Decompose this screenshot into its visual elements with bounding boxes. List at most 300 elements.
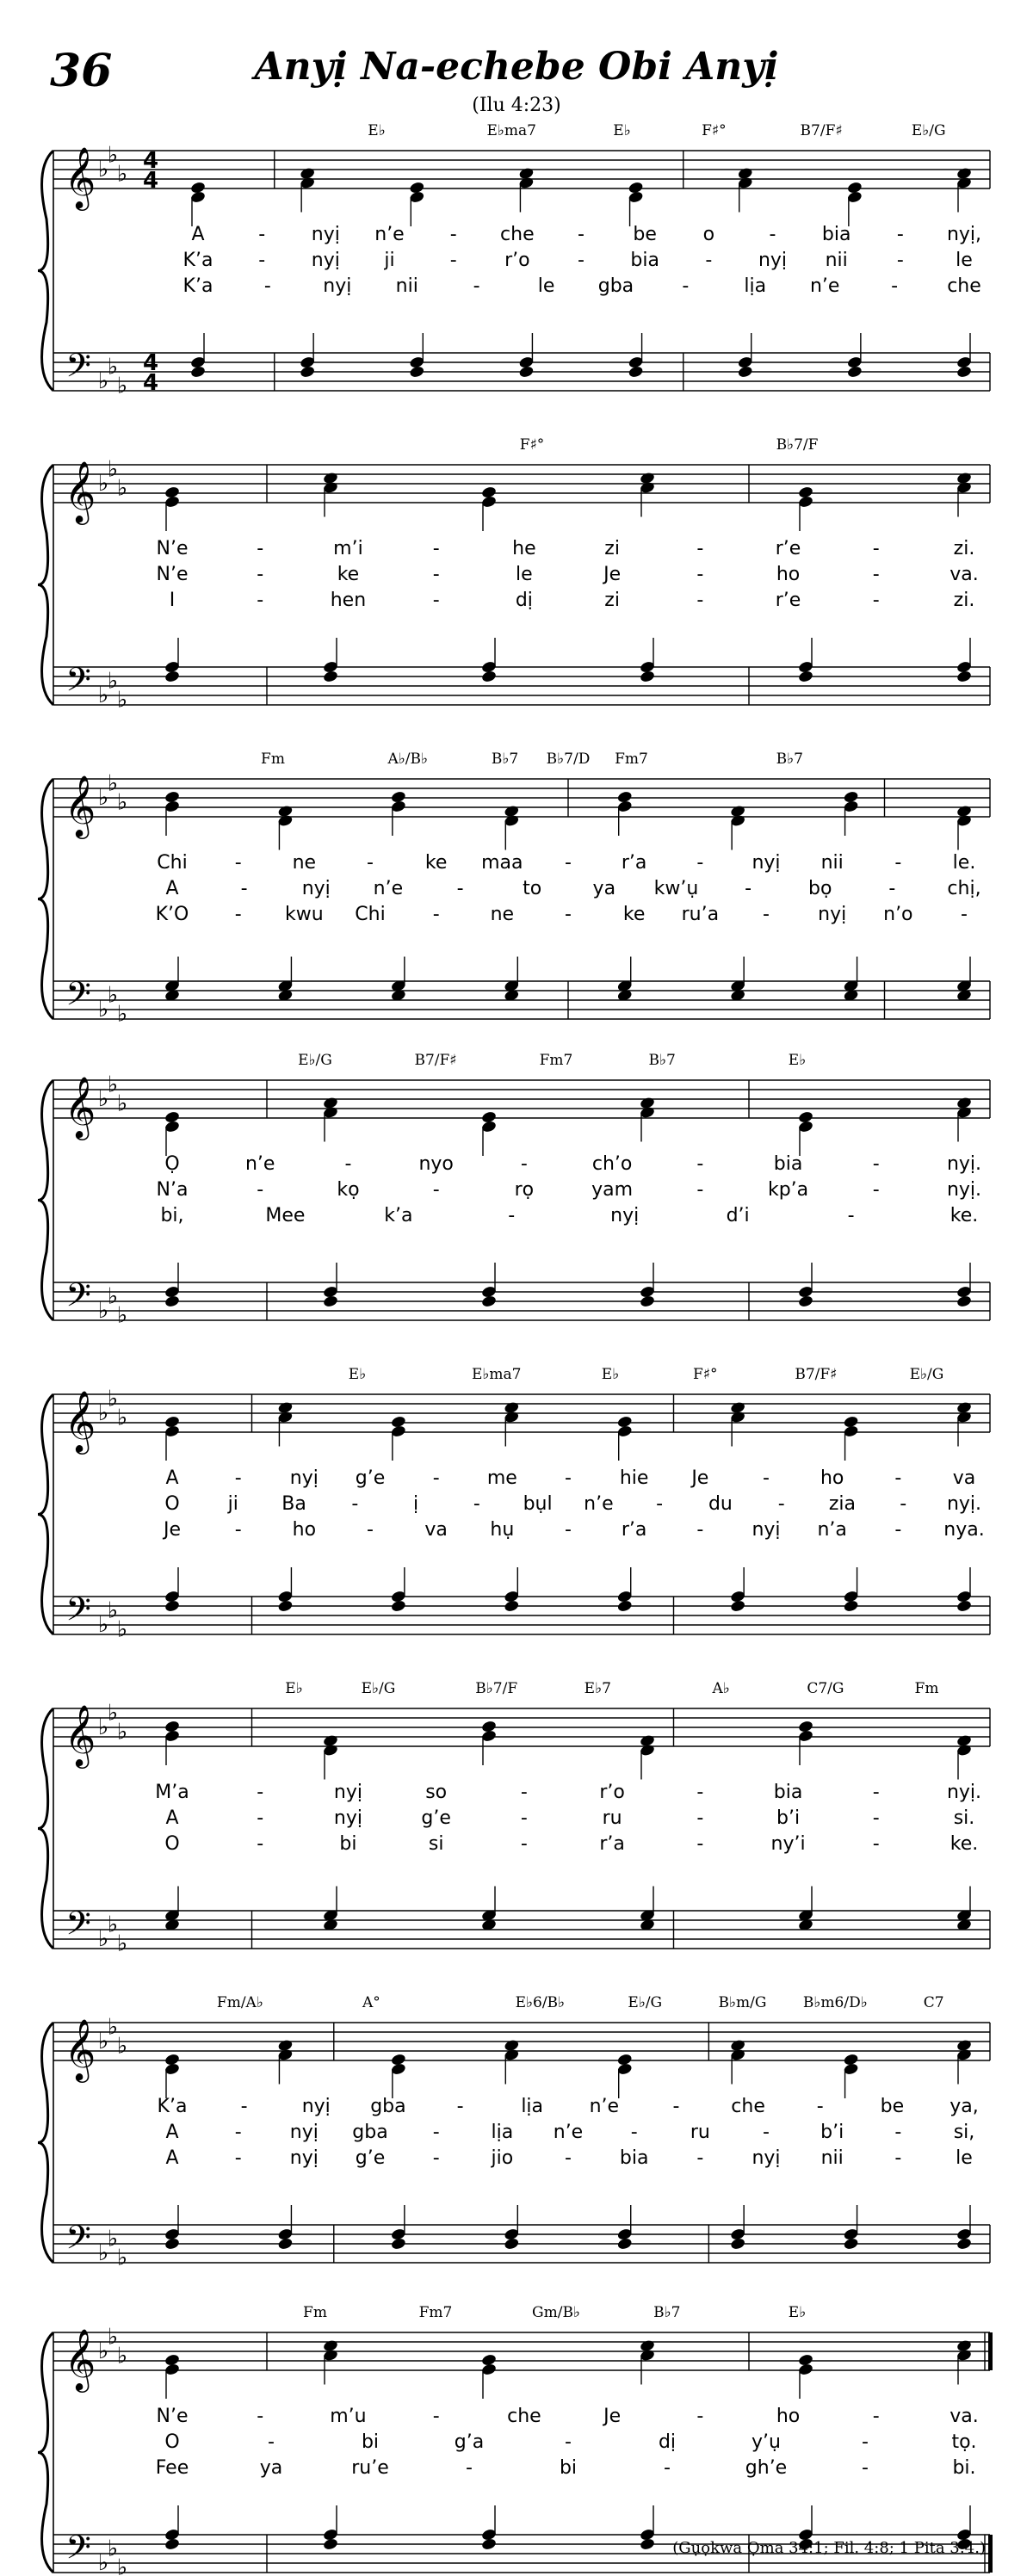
- key-flat: ♭: [116, 1302, 128, 1329]
- lyric-syllable: A: [165, 2122, 179, 2143]
- lyric-hyphen: -: [367, 1519, 374, 1541]
- treble-note: [504, 1401, 520, 1415]
- lyric-syllable: nyo: [418, 1153, 454, 1175]
- treble-note: [956, 1401, 973, 1415]
- lyric-hyphen: -: [432, 564, 440, 585]
- treble-clef: 𝄞: [64, 774, 96, 837]
- treble-note: [164, 790, 181, 804]
- lyric-syllable: bia: [773, 1153, 803, 1175]
- lyric-syllable: bi: [361, 2431, 380, 2453]
- lyric-hyphen: -: [351, 1493, 359, 1515]
- lyric-syllable: lịa: [744, 275, 767, 297]
- lyric-syllable: nyị: [818, 904, 847, 925]
- lyric-syllable: b’i: [820, 2122, 844, 2143]
- lyric-syllable: Ọ: [164, 1153, 180, 1175]
- lyric-syllable: bia: [630, 250, 659, 271]
- lyric-hyphen: -: [630, 2122, 638, 2143]
- lyric-syllable: r’a: [599, 1833, 625, 1855]
- lyric-hyphen: -: [696, 1519, 704, 1541]
- lyric-hyphen: -: [862, 2431, 869, 2453]
- lyric-syllable: Fee: [155, 2457, 189, 2479]
- chord-symbol: F♯°: [519, 436, 545, 454]
- lyric-hyphen: -: [234, 1467, 242, 1489]
- lyric-syllable: zi: [604, 590, 620, 611]
- lyric-hyphen: -: [578, 250, 585, 271]
- chord-symbol: B7/F♯: [795, 1366, 838, 1383]
- treble-note: [737, 167, 753, 181]
- lyric-hyphen: -: [344, 1153, 352, 1175]
- bass-clef: 𝄢: [65, 1590, 91, 1636]
- lyric-syllable: nii: [825, 250, 848, 271]
- lyric-syllable: ho: [820, 1467, 844, 1489]
- lyric-syllable: K’O: [155, 904, 189, 925]
- lyric-syllable: n’o: [883, 904, 913, 925]
- lyric-syllable: nyị.: [946, 1493, 982, 1515]
- lyric-syllable: n’a: [817, 1519, 847, 1541]
- lyric-syllable: d’i: [726, 1205, 750, 1226]
- lyric-hyphen: -: [872, 1179, 880, 1201]
- chord-symbol: A♭/B♭: [387, 751, 429, 768]
- treble-note: [798, 485, 814, 499]
- treble-note: [164, 1415, 181, 1429]
- lyric-hyphen: -: [234, 904, 242, 925]
- treble-note: [956, 805, 973, 819]
- chord-symbol: B♭7: [653, 2304, 681, 2321]
- key-flat: ♭: [107, 668, 119, 695]
- treble-note: [956, 167, 973, 181]
- lyric-syllable: ne: [292, 852, 317, 874]
- key-flat: ♭: [97, 683, 109, 708]
- lyric-hyphen: -: [888, 878, 896, 899]
- lyric-hyphen: -: [520, 1782, 528, 1803]
- lyric-syllable: Mee: [265, 1205, 306, 1226]
- chord-symbol: B♭7/F: [475, 1680, 518, 1697]
- lyric-hyphen: -: [763, 904, 770, 925]
- lyric-syllable: ru: [602, 1807, 622, 1829]
- treble-note: [164, 1720, 181, 1733]
- treble-note: [843, 2053, 859, 2066]
- chord-symbol: E♭ma7: [471, 1366, 522, 1383]
- lyric-syllable: bi.: [952, 2457, 976, 2479]
- lyric-hyphen: -: [520, 1807, 528, 1829]
- lyric-hyphen: -: [508, 1205, 516, 1226]
- lyric-syllable: maa: [481, 852, 523, 874]
- lyric-syllable: che: [731, 2096, 765, 2117]
- key-flat: ♭: [97, 785, 109, 811]
- lyric-hyphen: -: [847, 1205, 855, 1226]
- lyric-syllable: Chi: [355, 904, 386, 925]
- lyric-syllable: Je: [691, 1467, 709, 1489]
- lyric-syllable: ke.: [949, 1833, 979, 1855]
- chord-symbol: Fm/A♭: [216, 1994, 263, 2011]
- treble-clef: 𝄞: [64, 1389, 96, 1452]
- staff-brace: [38, 465, 53, 705]
- lyric-syllable: le: [516, 564, 533, 585]
- lyric-hyphen: -: [367, 852, 374, 874]
- lyric-syllable: gba: [597, 275, 634, 297]
- lyric-syllable: zi.: [953, 538, 975, 559]
- treble-clef: 𝄞: [64, 1075, 96, 1138]
- lyric-hyphen: -: [777, 1493, 785, 1515]
- lyric-syllable: ke.: [949, 1205, 979, 1226]
- lyric-syllable: zi: [604, 538, 620, 559]
- lyric-hyphen: -: [257, 1179, 264, 1201]
- key-flat: ♭: [116, 789, 128, 816]
- chord-symbol: B♭7: [491, 751, 519, 768]
- time-signature-bottom: 4: [142, 370, 159, 396]
- lyric-syllable: tọ.: [951, 2431, 977, 2453]
- lyric-syllable: ị: [413, 1493, 419, 1515]
- lyric-syllable: bi: [339, 1833, 357, 1855]
- lyric-hyphen: -: [432, 2122, 440, 2143]
- lyric-hyphen: -: [664, 2457, 671, 2479]
- lyric-hyphen: -: [432, 590, 440, 611]
- lyric-syllable: si,: [953, 2122, 975, 2143]
- chord-symbol: E♭: [601, 1366, 620, 1383]
- lyric-syllable: nyị: [301, 2096, 331, 2117]
- key-flat: ♭: [107, 1283, 119, 1310]
- treble-note: [798, 1720, 814, 1733]
- chord-symbol: Gm/B♭: [532, 2304, 580, 2321]
- lyric-syllable: zi.: [953, 590, 975, 611]
- key-flat: ♭: [97, 1612, 109, 1638]
- lyric-hyphen: -: [473, 275, 480, 297]
- lyric-syllable: gba: [370, 2096, 406, 2117]
- lyric-syllable: ke: [337, 564, 360, 585]
- lyric-hyphen: -: [696, 2406, 704, 2427]
- lyric-hyphen: -: [565, 2147, 572, 2169]
- key-flat: ♭: [116, 2343, 128, 2369]
- key-flat: ♭: [107, 456, 119, 483]
- treble-note: [640, 2339, 656, 2353]
- hymn-title: Anyị Na-echebe Obi Anyị: [254, 45, 779, 89]
- lyric-syllable: nyị.: [946, 1179, 982, 1201]
- lyric-syllable: dị: [515, 590, 533, 611]
- treble-note: [956, 2039, 973, 2053]
- key-flat: ♭: [107, 770, 119, 797]
- treble-note: [164, 2353, 181, 2367]
- key-flat: ♭: [116, 2554, 128, 2576]
- lyric-syllable: bi,: [160, 1205, 184, 1226]
- lyric-syllable: nyị: [311, 250, 340, 271]
- lyric-syllable: nii: [820, 852, 844, 874]
- lyric-syllable: ru’a: [681, 904, 720, 925]
- lyric-syllable: nyị: [333, 1782, 362, 1803]
- chord-symbol: E♭: [613, 122, 631, 139]
- lyric-hyphen: -: [565, 2431, 572, 2453]
- lyric-syllable: O: [164, 1493, 180, 1515]
- treble-note: [846, 181, 863, 195]
- lyric-hyphen: -: [449, 224, 457, 245]
- staff-brace: [38, 1394, 53, 1634]
- lyric-syllable: Je: [603, 2406, 622, 2427]
- lyric-syllable: ru’e: [351, 2457, 389, 2479]
- lyric-hyphen: -: [896, 250, 904, 271]
- key-flat: ♭: [97, 1714, 109, 1740]
- treble-note: [616, 2053, 633, 2066]
- key-flat: ♭: [97, 2550, 109, 2576]
- lyric-syllable: nyị: [758, 250, 788, 271]
- lyric-hyphen: -: [565, 1467, 572, 1489]
- chord-symbol: E♭ma7: [486, 122, 536, 139]
- key-flat: ♭: [107, 2536, 119, 2562]
- bass-clef: 𝄢: [65, 660, 91, 707]
- lyric-syllable: A: [165, 1467, 179, 1489]
- lyric-syllable: k’a: [384, 1205, 413, 1226]
- treble-note: [798, 1110, 814, 1124]
- lyric-hyphen: -: [432, 538, 440, 559]
- treble-note: [628, 181, 644, 195]
- staff-brace: [38, 151, 53, 391]
- key-flat: ♭: [107, 1597, 119, 1624]
- lyric-syllable: nyị: [610, 1205, 640, 1226]
- lyric-syllable: bia: [773, 1782, 803, 1803]
- lyric-syllable: nyị: [752, 1519, 781, 1541]
- treble-note: [616, 790, 633, 804]
- lyric-syllable: nyị: [333, 1807, 362, 1829]
- key-flat: ♭: [116, 1719, 128, 1745]
- staff-brace: [38, 779, 53, 1019]
- chord-symbol: C7/G: [807, 1680, 844, 1697]
- lyric-syllable: n’e: [373, 878, 404, 899]
- lyric-hyphen: -: [872, 590, 880, 611]
- lyric-syllable: va: [952, 1467, 976, 1489]
- lyric-hyphen: -: [432, 1467, 440, 1489]
- chord-symbol: B♭m6/D♭: [802, 1994, 868, 2011]
- chord-symbol: E♭: [788, 1052, 807, 1069]
- key-flat: ♭: [107, 2226, 119, 2252]
- chord-symbol: Fm7: [615, 751, 648, 768]
- chord-symbol: Fm: [303, 2304, 327, 2321]
- treble-note: [481, 1720, 498, 1733]
- lyric-hyphen: -: [520, 1153, 528, 1175]
- key-flat: ♭: [107, 1072, 119, 1098]
- lyric-hyphen: -: [432, 2406, 440, 2427]
- lyric-hyphen: -: [565, 852, 572, 874]
- lyric-hyphen: -: [565, 1519, 572, 1541]
- staff-brace: [38, 1080, 53, 1320]
- lyric-syllable: lịa: [521, 2096, 544, 2117]
- lyric-hyphen: -: [257, 2406, 264, 2427]
- lyric-syllable: A: [191, 224, 205, 245]
- key-flat: ♭: [107, 1386, 119, 1412]
- staff-brace: [38, 2332, 53, 2573]
- treble-note: [277, 805, 294, 819]
- treble-note: [730, 1401, 746, 1415]
- treble-note: [277, 2039, 294, 2053]
- lyric-hyphen: -: [240, 878, 248, 899]
- lyric-hyphen: -: [234, 852, 242, 874]
- chord-symbol: E♭/G: [298, 1052, 332, 1069]
- lyric-hyphen: -: [449, 250, 457, 271]
- lyric-hyphen: -: [894, 1519, 902, 1541]
- chord-symbol: B♭7: [776, 751, 803, 768]
- treble-note: [409, 181, 425, 195]
- lyric-syllable: A: [165, 1807, 179, 1829]
- chord-symbol: E♭/G: [628, 1994, 663, 2011]
- key-flat: ♭: [116, 1616, 128, 1643]
- lyric-hyphen: -: [872, 1782, 880, 1803]
- chord-symbol: E♭6/B♭: [515, 1994, 566, 2011]
- lyric-syllable: b’i: [776, 1807, 801, 1829]
- chord-symbol: B♭7: [648, 1052, 676, 1069]
- lyric-hyphen: -: [656, 1493, 664, 1515]
- lyric-hyphen: -: [872, 1833, 880, 1855]
- lyric-syllable: m’u: [330, 2406, 367, 2427]
- lyric-hyphen: -: [456, 2096, 464, 2117]
- lyric-hyphen: -: [473, 1493, 480, 1515]
- key-flat: ♭: [116, 373, 128, 399]
- treble-note: [956, 472, 973, 485]
- time-signature-top: 4: [142, 350, 159, 376]
- treble-note: [616, 1415, 633, 1429]
- staff-brace: [38, 1708, 53, 1949]
- lyric-syllable: M’a: [155, 1782, 189, 1803]
- lyric-syllable: nyị.: [946, 1782, 982, 1803]
- lyric-syllable: m’i: [333, 538, 363, 559]
- lyric-syllable: du: [708, 1493, 733, 1515]
- time-signature-top: 4: [142, 148, 159, 174]
- lyric-syllable: bia: [821, 224, 851, 245]
- lyric-syllable: Je: [163, 1519, 182, 1541]
- key-flat: ♭: [97, 157, 109, 182]
- bass-clef: 𝄢: [65, 1276, 91, 1322]
- lyric-syllable: hen: [330, 590, 367, 611]
- treble-clef: 𝄞: [64, 2017, 96, 2080]
- lyric-hyphen: -: [520, 1833, 528, 1855]
- chord-symbol: E♭: [788, 2304, 807, 2321]
- lyric-hyphen: -: [565, 904, 572, 925]
- lyric-syllable: N’e: [156, 2406, 189, 2427]
- lyric-hyphen: -: [263, 275, 271, 297]
- lyric-syllable: n’e: [809, 275, 840, 297]
- treble-note: [164, 1110, 181, 1124]
- treble-note: [390, 1415, 406, 1429]
- treble-note: [956, 1734, 973, 1748]
- lyric-syllable: dị: [658, 2431, 677, 2453]
- lyric-syllable: n’e: [553, 2122, 584, 2143]
- lyric-syllable: yam: [591, 1179, 634, 1201]
- chord-symbol: C7: [923, 1994, 944, 2011]
- lyric-syllable: nyị: [311, 224, 340, 245]
- lyric-hyphen: -: [682, 275, 690, 297]
- lyric-syllable: n’e: [584, 1493, 614, 1515]
- lyric-syllable: g’e: [355, 2147, 386, 2169]
- chord-symbol: E♭7: [584, 1680, 611, 1697]
- chord-symbol: A°: [362, 1994, 380, 2011]
- chord-symbol: B7/F♯: [800, 122, 843, 139]
- lyric-syllable: che: [500, 224, 535, 245]
- lyric-syllable: ho: [776, 564, 801, 585]
- treble-note: [518, 167, 535, 181]
- key-flat: ♭: [107, 982, 119, 1009]
- treble-note: [481, 485, 498, 499]
- final-barline: [988, 2535, 993, 2573]
- key-flat: ♭: [116, 1090, 128, 1117]
- treble-note: [504, 2039, 520, 2053]
- lyric-hyphen: -: [257, 1833, 264, 1855]
- lyric-syllable: ru: [690, 2122, 710, 2143]
- treble-note: [164, 485, 181, 499]
- lyric-hyphen: -: [268, 2431, 275, 2453]
- lyric-syllable: ke: [622, 904, 646, 925]
- treble-clef: 𝄞: [64, 460, 96, 522]
- lyric-syllable: r’o: [504, 250, 530, 271]
- lyric-hyphen: -: [763, 2122, 770, 2143]
- chord-symbol: E♭/G: [909, 1366, 944, 1383]
- lyric-hyphen: -: [872, 564, 880, 585]
- lyric-hyphen: -: [432, 2147, 440, 2169]
- lyric-hyphen: -: [696, 590, 704, 611]
- lyric-syllable: le.: [952, 852, 976, 874]
- treble-note: [730, 2039, 746, 2053]
- lyric-syllable: o: [702, 224, 715, 245]
- lyric-syllable: g’e: [421, 1807, 451, 1829]
- lyric-syllable: nyị: [289, 2147, 319, 2169]
- lyric-syllable: N’e: [156, 564, 189, 585]
- lyric-syllable: to: [523, 878, 542, 899]
- lyric-syllable: bi: [559, 2457, 578, 2479]
- treble-note: [190, 181, 207, 195]
- treble-note: [730, 805, 746, 819]
- lyric-syllable: le: [537, 275, 555, 297]
- bass-clef: 𝄢: [65, 2218, 91, 2264]
- chord-symbol: Fm7: [418, 2304, 453, 2321]
- treble-clef: 𝄞: [64, 2327, 96, 2390]
- staff-brace: [38, 2023, 53, 2263]
- bass-clef: 𝄢: [65, 1904, 91, 1950]
- lyric-syllable: r’a: [621, 1519, 647, 1541]
- lyric-syllable: n’e: [374, 224, 405, 245]
- lyric-syllable: Je: [603, 564, 622, 585]
- key-flat: ♭: [107, 142, 119, 169]
- chord-symbol: F♯°: [702, 122, 727, 139]
- key-flat: ♭: [97, 2240, 109, 2266]
- treble-note: [164, 2053, 181, 2066]
- lyric-hyphen: -: [240, 2096, 248, 2117]
- lyric-syllable: hie: [619, 1467, 649, 1489]
- chord-symbol: E♭: [285, 1680, 303, 1697]
- lyric-syllable: n’e: [589, 2096, 620, 2117]
- treble-note: [504, 805, 520, 819]
- lyric-syllable: Chi: [157, 852, 188, 874]
- key-flat: ♭: [97, 471, 109, 497]
- lyric-hyphen: -: [234, 1519, 242, 1541]
- key-flat: ♭: [116, 2245, 128, 2271]
- chord-symbol: B7/F♯: [414, 1052, 457, 1069]
- chord-symbol: E♭/G: [361, 1680, 396, 1697]
- lyric-syllable: nya.: [943, 1519, 985, 1541]
- treble-note: [843, 1415, 859, 1429]
- chord-symbol: E♭/G: [911, 122, 946, 139]
- lyric-hyphen: -: [466, 2457, 473, 2479]
- lyric-hyphen: -: [896, 224, 904, 245]
- final-barline: [988, 2332, 993, 2370]
- lyric-syllable: Ba: [281, 1493, 306, 1515]
- key-flat: ♭: [97, 2338, 109, 2364]
- lyric-syllable: ya,: [949, 2096, 979, 2117]
- lyric-syllable: nyị: [752, 2147, 781, 2169]
- key-flat: ♭: [107, 2014, 119, 2041]
- key-flat: ♭: [116, 687, 128, 713]
- chord-symbol: Fm7: [539, 1052, 573, 1069]
- lyric-syllable: A: [165, 878, 179, 899]
- lyric-hyphen: -: [745, 878, 752, 899]
- chord-symbol: Fm: [261, 751, 285, 768]
- lyric-syllable: le: [956, 250, 973, 271]
- lyric-syllable: n’e: [244, 1153, 275, 1175]
- lyric-syllable: A: [165, 2147, 179, 2169]
